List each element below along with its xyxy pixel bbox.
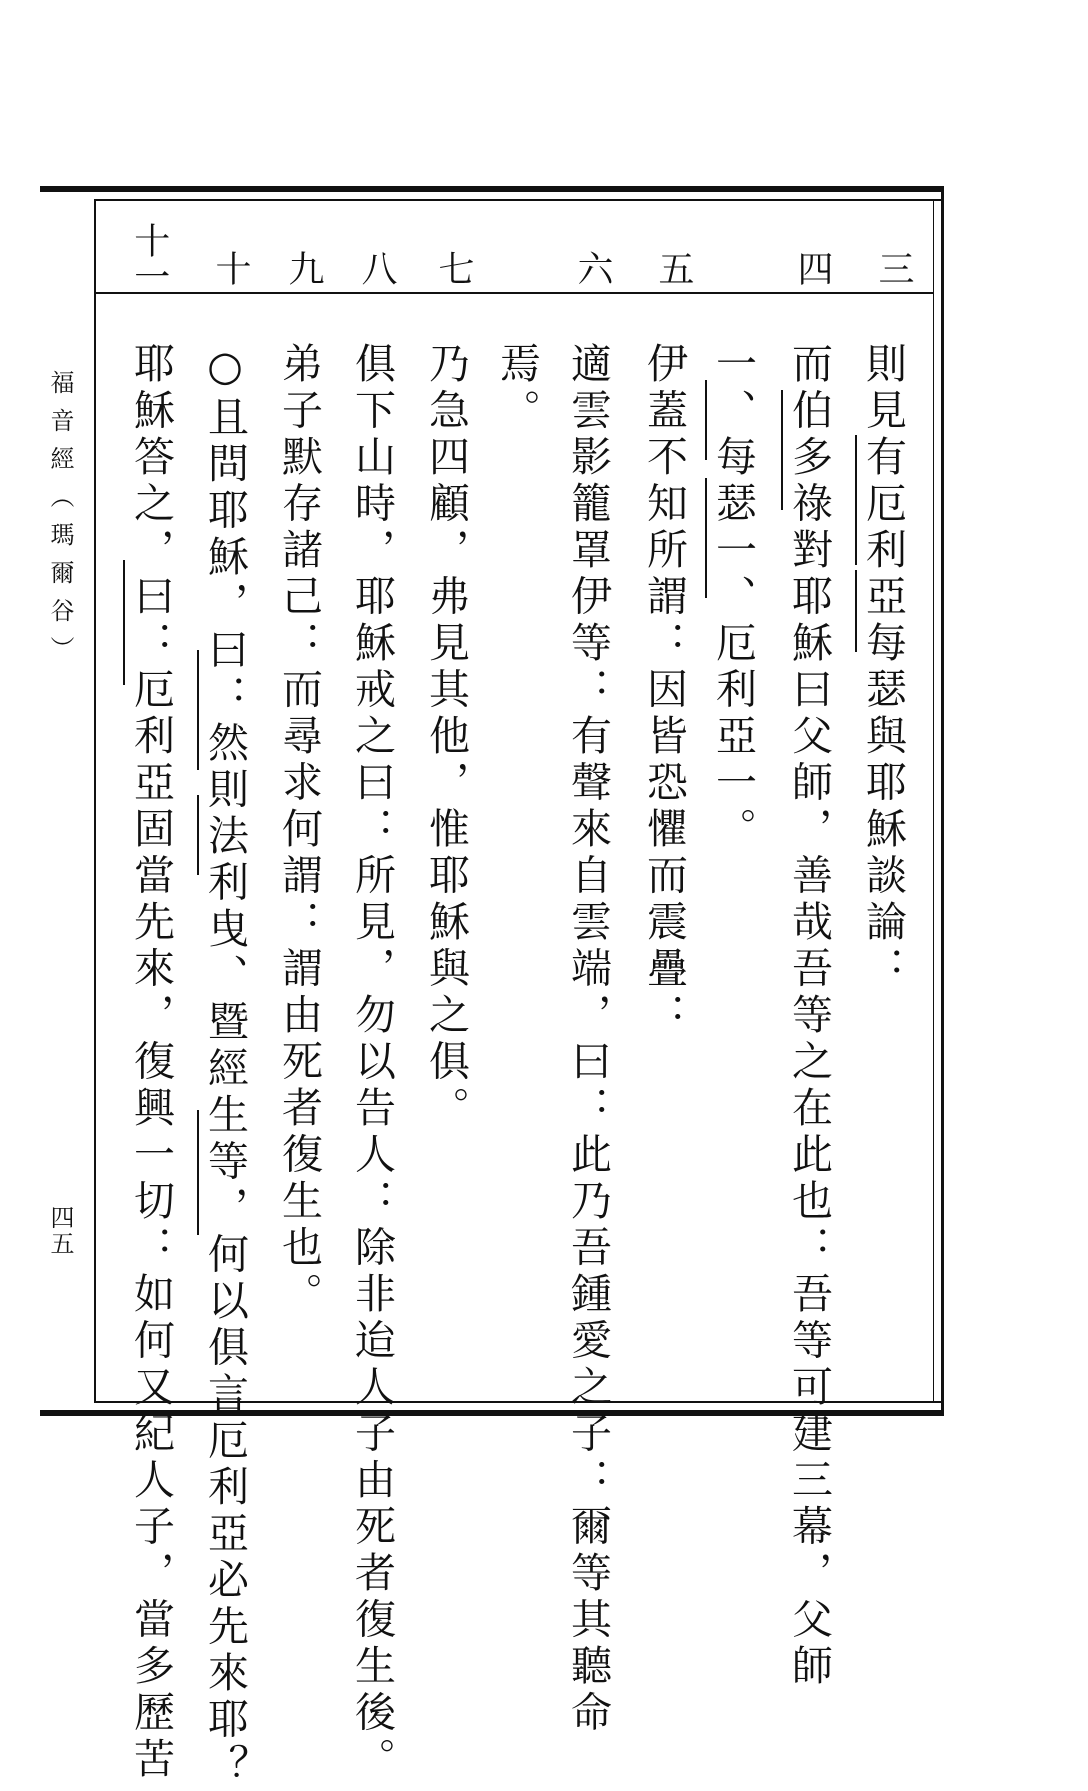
- name-mark-elijah-1: [855, 435, 857, 565]
- name-mark-moses-2: [705, 380, 707, 460]
- page-number: 四五: [46, 1205, 74, 1257]
- verse-number-7: 七: [433, 250, 474, 296]
- name-mark-scribes: [197, 795, 199, 875]
- name-mark-elijah-3: [197, 1110, 199, 1235]
- top-rule-thick: [40, 186, 943, 192]
- name-mark-elijah-4: [123, 560, 125, 685]
- text-column-6: 焉。: [493, 342, 541, 435]
- verse-number-9: 九: [283, 250, 324, 296]
- verse-number-8: 八: [356, 250, 397, 296]
- text-column-4: 伊蓋不知所謂：因皆恐懼而震疊：: [640, 342, 688, 1040]
- right-border-inner: [933, 199, 934, 1403]
- text-column-5: 適雲影籠罩伊等：有聲來自雲端，曰：此乃吾鍾愛之子：爾等其聽命: [564, 342, 612, 1737]
- verse-number-5: 五: [653, 250, 694, 296]
- top-rule-thin: [95, 199, 943, 201]
- name-mark-pharisees: [197, 650, 199, 770]
- text-column-8: 俱下山時，耶穌戒之曰：所見，勿以告人：除非迨人子由死者復生後。: [348, 342, 396, 1784]
- running-head-title: 福音經（瑪爾谷）: [46, 370, 74, 674]
- verse-number-4: 四: [792, 250, 833, 296]
- text-column-2: 而伯多祿對耶穌曰父師，善哉吾等之在此也：吾等可建三幕，父師: [785, 342, 833, 1691]
- name-mark-moses-1: [855, 570, 857, 652]
- name-mark-elijah-2: [705, 478, 707, 598]
- verse-number-6: 六: [572, 250, 613, 296]
- text-column-9: 弟子默存諸己：而尋求何謂：謂由死者復生也。: [275, 342, 323, 1319]
- verse-number-10: 十: [210, 250, 251, 296]
- text-column-1: 則見有厄利亞每瑟與耶穌談論：: [859, 342, 907, 993]
- verse-number-11: 十一: [128, 222, 170, 294]
- text-column-10: ○且問耶穌，曰：然則法利曳、暨經生等，何以俱言厄利亞必先來耶？: [201, 342, 249, 1791]
- left-border: [94, 199, 96, 1403]
- name-mark-peter: [781, 390, 783, 510]
- verse-number-3: 三: [873, 250, 914, 296]
- text-column-11: 耶穌答之，曰：厄利亞固當先來，復興一切：如何又紀人子，當多歷苦: [127, 342, 175, 1784]
- right-border-outer: [941, 186, 944, 1416]
- text-column-7: 乃急四顧，弗見其他，惟耶穌與之俱。: [422, 342, 470, 1133]
- text-column-3: 一、每瑟一、厄利亞一。: [709, 342, 757, 854]
